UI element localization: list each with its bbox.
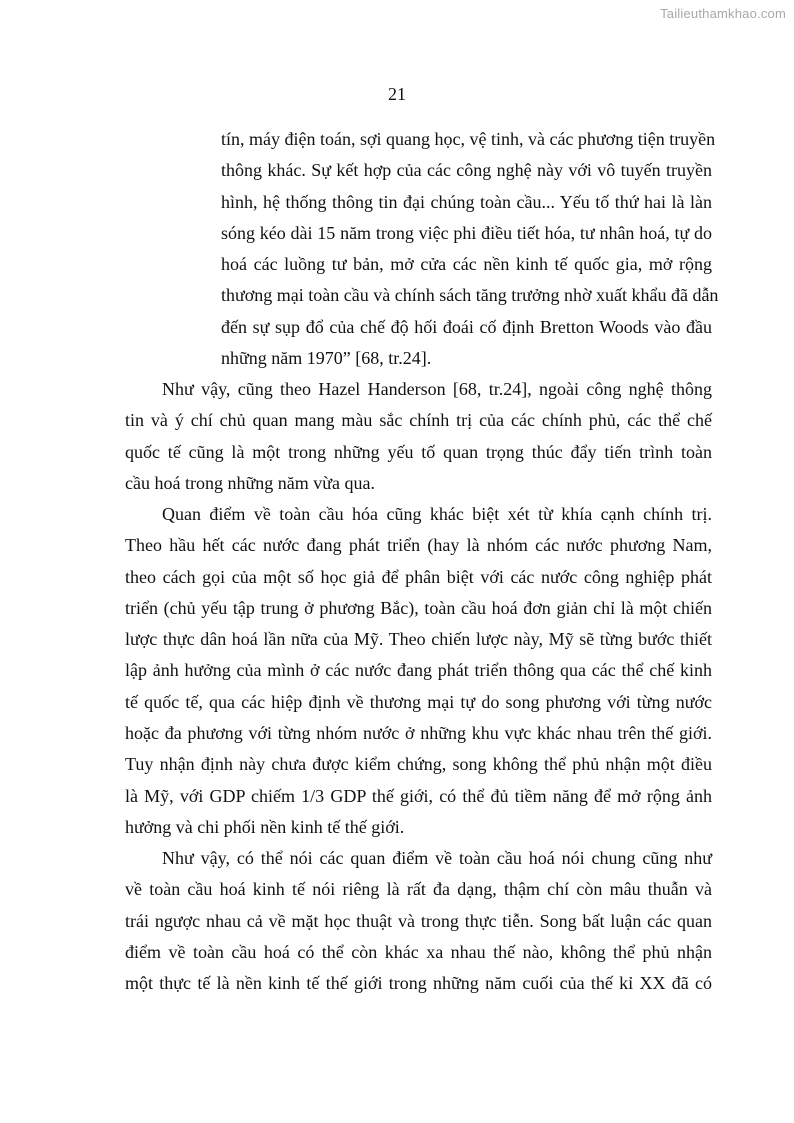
paragraph-line: Như vậy, cũng theo Hazel Handerson [68, tr.24], ngoài công nghệ thông [162,379,712,399]
page-number: 21 [388,84,406,104]
quote-line: hoá các luồng tư bản, mở cửa các nền kinh tế quốc gia, mở rộng [221,254,712,275]
paragraph-2 [125,499,712,843]
paragraph-line: theo cách gọi của một số học giả để phân biệt với các nước công nghiệp phát [125,566,712,587]
quote-line: hình, hệ thống thông tin đại chúng toàn cầu... Yếu tố thứ hai là làn [221,191,712,212]
paragraph-line: Như vậy, có thể nói các quan điểm về toàn cầu hoá nói chung cũng như [162,848,712,868]
paragraph-line: tế quốc tế, qua các hiệp định về thương mại tự do song phương với từng nước [125,691,712,712]
paragraph-line: là Mỹ, với GDP chiếm 1/3 GDP thế giới, có thể đủ tiềm năng để mở rộng ảnh [125,785,712,806]
quote-line: tín, máy điện toán, sợi quang học, vệ tinh, và các phương tiện truyền [221,129,716,149]
paragraph-line: về toàn cầu hoá kinh tế nói riêng là rất đa dạng, thậm chí còn mâu thuẫn và [125,879,712,900]
paragraph-line: hoặc đa phương với từng nhóm nước ở những khu vực khác nhau trên thế giới. [125,723,712,744]
paragraph-line: hưởng và chi phối nền kinh tế thế giới. [125,816,405,837]
quote-line: sóng kéo dài 15 năm trong việc phi điều tiết hóa, tư nhân hoá, tự do [221,222,712,243]
paragraph-line: lập ảnh hưởng của mình ở các nước đang phát triển thông qua các thể chế kinh [125,660,712,681]
paragraph-line: triển (chủ yếu tập trung ở phương Bắc), toàn cầu hoá đơn giản chỉ là một chiến [125,597,712,618]
paragraph-line: tin và ý chí chủ quan mang màu sắc chính trị của các chính phủ, các thể chế [125,410,712,431]
paragraph-line: cầu hoá trong những năm vừa qua. [125,472,375,493]
paragraph-line: một thực tế là nền kinh tế thế giới trong những năm cuối của thế kỉ XX đã có [125,973,712,994]
quote-line: thương mại toàn cầu và chính sách tăng trưởng nhờ xuất khẩu đã dẫn [221,285,719,306]
paragraph-line: Quan điểm về toàn cầu hóa cũng khác biệt xét từ khía cạnh chính trị. [162,504,712,524]
quote-line: những năm 1970” [68, tr.24]. [221,348,432,369]
paragraph-3 [125,843,712,999]
quote-line: thông khác. Sự kết hợp của các công nghệ này với vô tuyến truyền [221,160,712,181]
paragraph-1 [125,374,712,499]
paragraph-line: điểm về toàn cầu hoá có thể còn khác xa nhau thế nào, không thể phủ nhận [125,941,712,962]
paragraph-line: quốc tế cũng là một trong những yếu tố quan trọng thúc đẩy tiến trình toàn [125,441,712,462]
paragraph-line: Tuy nhận định này chưa được kiểm chứng, song không thể phủ nhận một điều [125,754,712,775]
paragraph-line: lược thực dân hoá lần nữa của Mỹ. Theo chiến lược này, Mỹ sẽ từng bước thiết [125,629,712,650]
block-quote [221,124,719,374]
paragraph-line: Theo hầu hết các nước đang phát triển (hay là nhóm các nước phương Nam, [125,535,712,556]
paragraph-line: trái ngược nhau cả về mặt học thuật và trong thực tiễn. Song bất luận các quan [125,910,712,931]
watermark: Tailieuthamkhao.com [660,6,786,21]
quote-line: đến sự sụp đổ của chế độ hối đoái cố định Bretton Woods vào đầu [221,316,712,337]
